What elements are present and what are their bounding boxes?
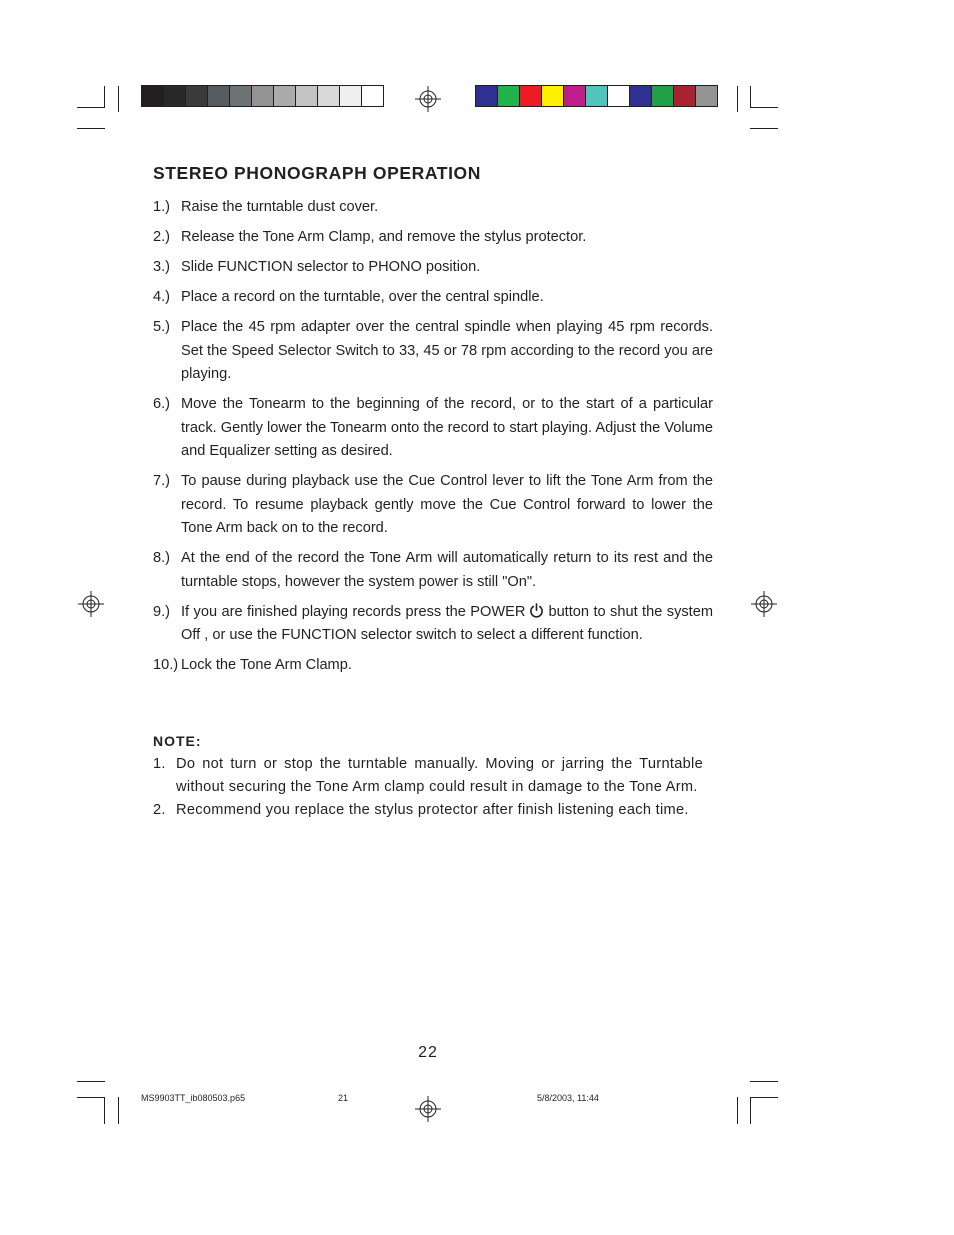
crop-mark: [118, 86, 119, 112]
color-swatch: [186, 86, 208, 106]
color-swatch: [476, 86, 498, 106]
instruction-step: [153, 547, 713, 594]
crop-mark: [737, 86, 738, 112]
registration-mark-icon: [415, 86, 441, 112]
step-text: Lock the Tone Arm Clamp.: [181, 657, 352, 673]
registration-mark-icon: [415, 1096, 441, 1122]
step-text: Move the Tonearm to the beginning of the record, or to the start of a particular track. Gently lower the Tonearm onto the record to start playing. Adjust the Volume and Equalizer setting as desired.: [181, 396, 713, 459]
step-text: Slide FUNCTION selector to PHONO position.: [181, 259, 481, 275]
color-swatch: [564, 86, 586, 106]
crop-mark: [77, 1081, 105, 1082]
step-number: 4.): [153, 289, 171, 305]
instruction-step: [153, 393, 713, 464]
note-list: [153, 753, 703, 822]
color-swatch: [630, 86, 652, 106]
color-swatch: [652, 86, 674, 106]
step-text: To pause during playback use the Cue Control lever to lift the Tone Arm from the record. To resume playback gently move the Cue Control forward to lower the Tone Arm back on to the record.: [181, 473, 713, 536]
instruction-list: [153, 196, 713, 684]
color-swatch: [164, 86, 186, 106]
step-number: 10.): [153, 657, 179, 673]
step-number: 1.): [153, 199, 171, 215]
crop-mark: [118, 1097, 119, 1124]
color-swatch: [340, 86, 362, 106]
crop-mark: [750, 1097, 778, 1098]
registration-mark-icon: [78, 591, 104, 617]
crop-mark: [750, 86, 751, 108]
note-number: 1.: [153, 756, 166, 772]
step-text: Place a record on the turntable, over the central spindle.: [181, 289, 544, 305]
note-heading: NOTE:: [153, 733, 202, 749]
color-swatch: [542, 86, 564, 106]
color-swatch: [208, 86, 230, 106]
instruction-step: [153, 196, 713, 220]
slug-sheet-number: 21: [338, 1093, 349, 1103]
color-swatch: [586, 86, 608, 106]
step-number: 8.): [153, 550, 171, 566]
color-swatch: [318, 86, 340, 106]
grayscale-calibration-bar: [141, 85, 384, 107]
step-text: [181, 601, 713, 648]
crop-mark: [750, 1097, 751, 1124]
instruction-step: [153, 286, 713, 310]
step-text: Release the Tone Arm Clamp, and remove the stylus protector.: [181, 229, 587, 245]
note-text: Recommend you replace the stylus protector after finish listening each time.: [176, 802, 689, 818]
registration-mark-icon: [751, 591, 777, 617]
step-text-after-icon: button to shut the system Off , or use the FUNCTION selector switch to select a different function.: [181, 603, 713, 643]
slug-timestamp: 5/8/2003, 11:44: [537, 1093, 599, 1103]
color-swatch: [674, 86, 696, 106]
note-number: 2.: [153, 802, 166, 818]
color-swatch: [252, 86, 274, 106]
crop-mark: [750, 1081, 778, 1082]
color-swatch: [296, 86, 318, 106]
page-number: 22: [418, 1044, 438, 1061]
step-text-before-icon: If you are finished playing records press the POWER: [181, 603, 526, 620]
color-calibration-bar: [475, 85, 718, 107]
crop-mark: [737, 1097, 738, 1124]
note-text: Do not turn or stop the turntable manually. Moving or jarring the Turntable without securing the Tone Arm clamp could result in damage to the Tone Arm.: [176, 756, 703, 795]
step-number: 6.): [153, 396, 171, 412]
crop-mark: [77, 107, 105, 108]
crop-mark: [750, 107, 778, 108]
step-text: Place the 45 rpm adapter over the central spindle when playing 45 rpm records. Set the Speed Selector Switch to 33, 45 or 78 rpm according to the record you are playing.: [181, 319, 713, 382]
color-swatch: [230, 86, 252, 106]
crop-mark: [104, 1097, 105, 1124]
crop-mark: [77, 128, 105, 129]
instruction-step: [153, 654, 713, 678]
color-swatch: [608, 86, 630, 106]
step-number: 3.): [153, 259, 171, 275]
instruction-step: [153, 601, 713, 648]
crop-mark: [750, 128, 778, 129]
step-number: 5.): [153, 319, 171, 335]
color-swatch: [274, 86, 296, 106]
note-item: [153, 799, 703, 822]
slug-filename: MS9903TT_ib080503.p65: [141, 1093, 246, 1103]
instruction-step: [153, 470, 713, 541]
color-swatch: [520, 86, 542, 106]
step-number: 9.): [153, 603, 171, 620]
step-text: Raise the turntable dust cover.: [181, 199, 379, 215]
instruction-step: [153, 256, 713, 280]
color-swatch: [142, 86, 164, 106]
page-title: STEREO PHONOGRAPH OPERATION: [153, 163, 481, 183]
step-text: At the end of the record the Tone Arm will automatically return to its rest and the turntable stops, however the system power is still "On".: [181, 550, 713, 590]
step-number: 7.): [153, 473, 171, 489]
note-item: [153, 753, 703, 799]
crop-mark: [77, 1097, 105, 1098]
instruction-step: [153, 226, 713, 250]
power-icon: [528, 602, 545, 619]
color-swatch: [362, 86, 383, 106]
instruction-step: [153, 316, 713, 387]
crop-mark: [104, 86, 105, 108]
step-number: 2.): [153, 229, 171, 245]
color-swatch: [498, 86, 520, 106]
color-swatch: [696, 86, 717, 106]
